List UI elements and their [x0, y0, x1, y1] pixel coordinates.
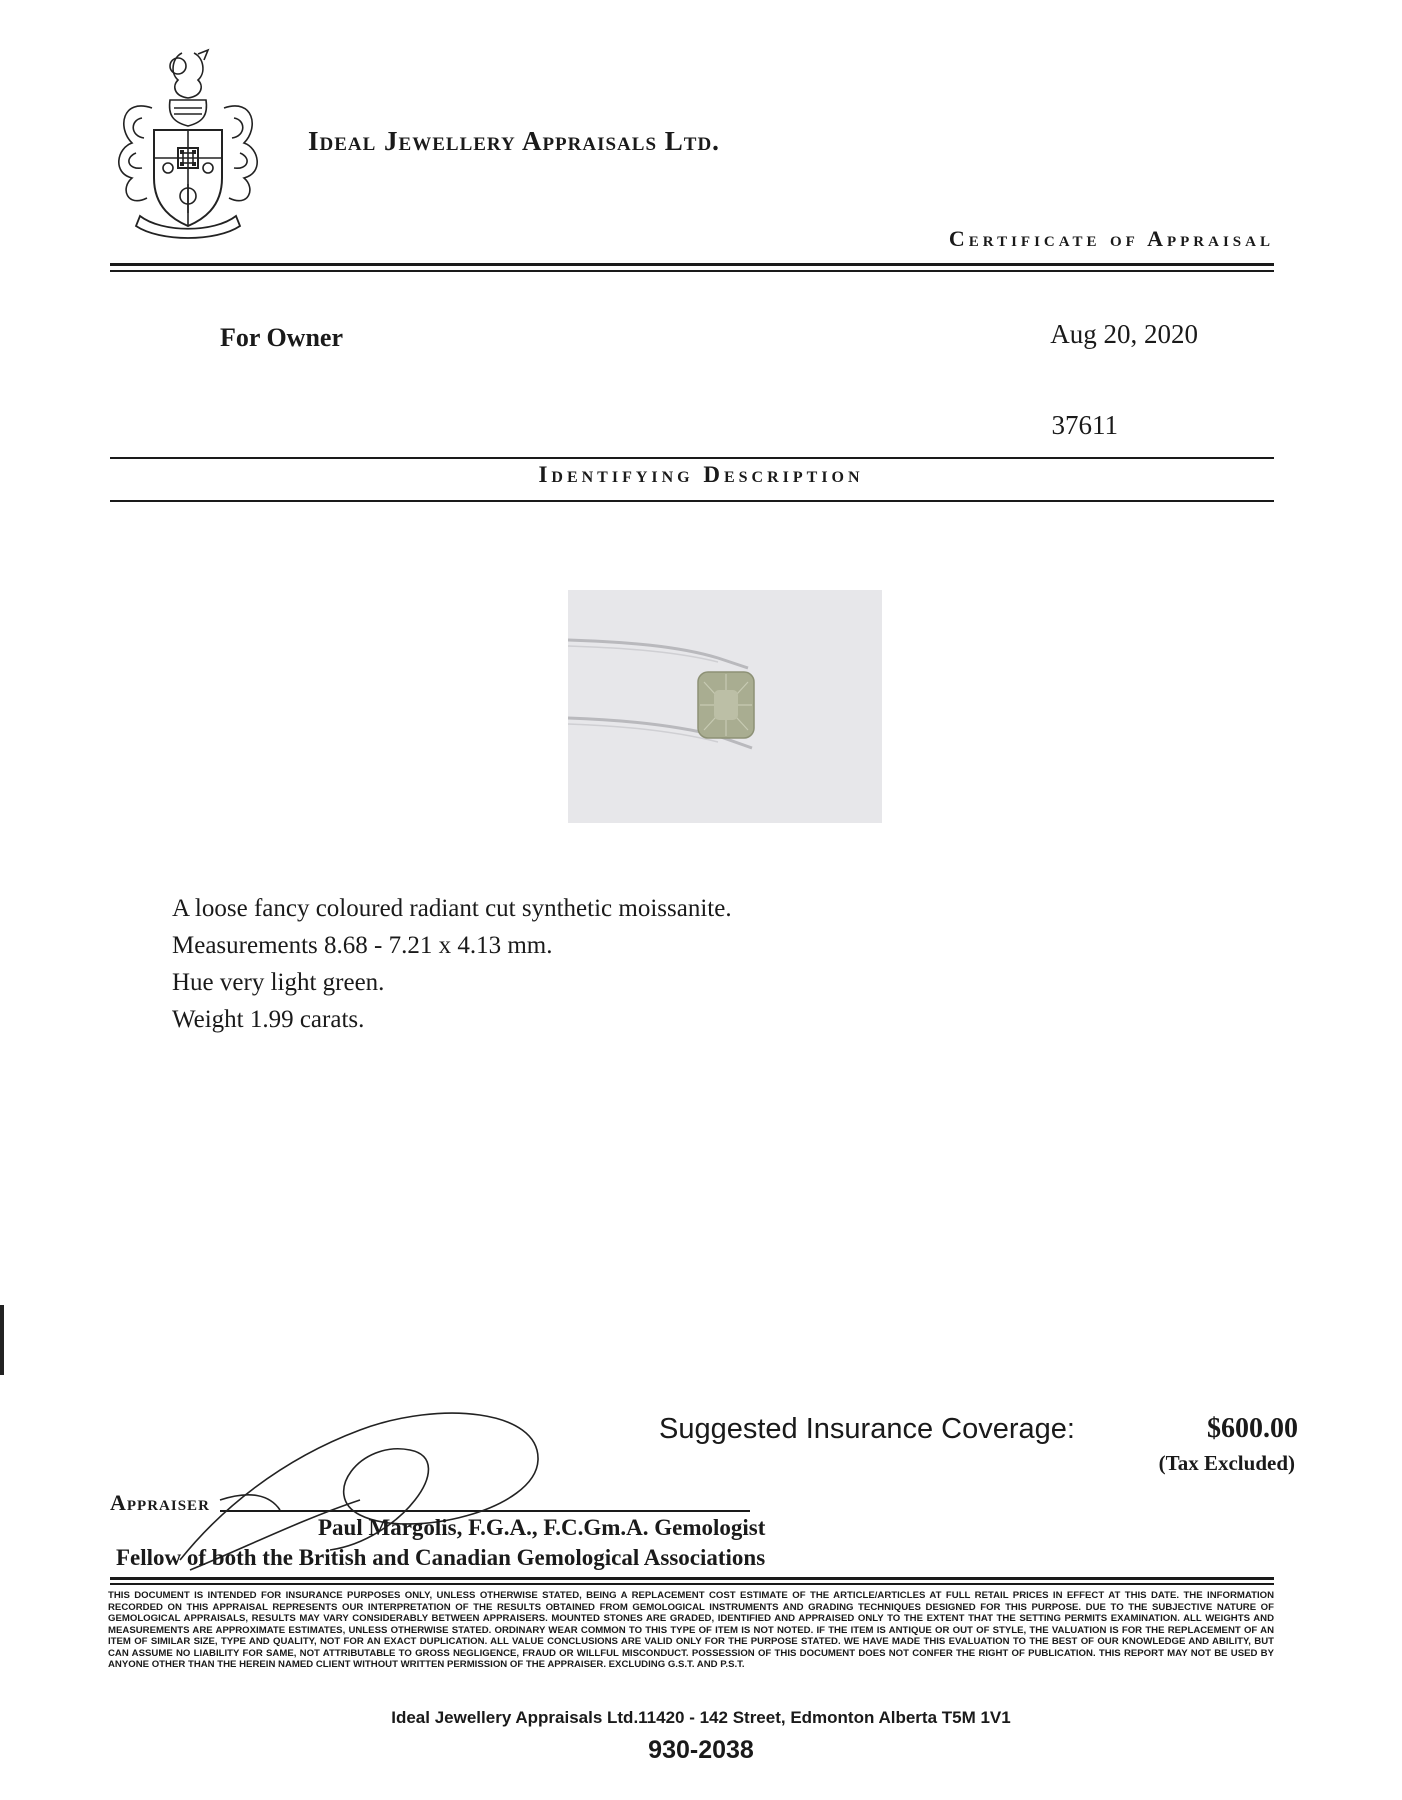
- disclaimer-divider-thin: [110, 1583, 1274, 1585]
- footer-address: Ideal Jewellery Appraisals Ltd.11420 - 142 Street, Edmonton Alberta T5M 1V1: [391, 1708, 1011, 1727]
- appraiser-fellowship: Fellow of both the British and Canadian Gemological Associations: [116, 1545, 766, 1570]
- section-divider-top: [110, 457, 1274, 459]
- appraisal-date: Aug 20, 2020: [1050, 319, 1198, 349]
- disclaimer-text: THIS DOCUMENT IS INTENDED FOR INSURANCE PURPOSES ONLY, UNLESS OTHERWISE STATED, BEING A REPLACEMENT COST ESTIMATE OF THE ARTICLE/ARTICLES AT FULL RETAIL PRICES IN EFFECT AT THIS DATE. THE INFORMATION RECORDED ON THIS APPRAISAL REPRESENTS OUR INTERPRETATION OF THE RESULTS OBTAINED FROM GEMOLOGICAL INSTRUMENTS AND GRADING TECHNIQUES DESIGNED FOR THIS PURPOSE. DUE TO THE SUBJECTIVE NATURE OF GEMOLOGICAL APPRAISALS, RESULTS MAY VARY CONSIDERABLY BETWEEN APPRAISERS. MOUNTED STONES ARE GRADED, IDENTIFIED AND APPRAISED ONLY TO THE EXTENT THAT THE SETTING PERMITS EXAMINATION. ALL WEIGHTS AND MEASUREMENTS ARE APPROXIMATE ESTIMATES, UNLESS OTHERWISE STATED. ORDINARY WEAR COMMON TO THIS TYPE OF ITEM IS NOT NOTED. IF THE ITEM IS ANTIQUE OR OUT OF STYLE, THE VALUATION IS FOR THE REPLACEMENT OF AN ITEM OF SIMILAR SIZE, TYPE AND QUALITY, NOT FOR AN EXACT DUPLICATION. ALL VALUE CONCLUSIONS ARE VALID ONLY FOR THE PURPOSE STATED. WE HAVE MADE THIS EVALUATION TO THE BEST OF OUR KNOWLEDGE AND ABILITY, BUT CAN ASSUME NO LIABILITY FOR SAME, NOT ATTRIBUTABLE TO GROSS NEGLIGENCE, FRAUD OR WILLFUL MISCONDUCT. POSSESSION OF THIS DOCUMENT DOES NOT CONFER THE RIGHT OF PUBLICATION. THIS REPORT MAY NOT BE USED BY ANYONE OTHER THAN THE HEREIN NAMED CLIENT WITHOUT WRITTEN PERMISSION OF THE APPRAISER. EXCLUDING G.S.T. AND P.S.T.: [108, 1590, 1274, 1670]
- header-divider-thin: [110, 270, 1274, 272]
- description-line: Hue very light green.: [172, 969, 385, 996]
- owner-label: For Owner: [220, 323, 343, 352]
- section-title: Identifying Description: [538, 462, 864, 487]
- gemstone-photo: [568, 590, 882, 823]
- company-name: Ideal Jewellery Appraisals Ltd.: [308, 126, 720, 156]
- disclaimer-divider-thick: [110, 1577, 1274, 1580]
- section-divider-bottom: [110, 500, 1274, 502]
- description-line: Measurements 8.68 - 7.21 x 4.13 mm.: [172, 932, 553, 959]
- coverage-label: Suggested Insurance Coverage:: [659, 1413, 1075, 1445]
- coverage-amount: $600.00: [1207, 1413, 1298, 1444]
- header-divider-thick: [110, 263, 1274, 266]
- tax-note: (Tax Excluded): [1158, 1451, 1295, 1475]
- certificate-title: Certificate of Appraisal: [948, 226, 1274, 251]
- description-line: A loose fancy coloured radiant cut synthetic moissanite.: [172, 895, 732, 922]
- scan-edge-mark: [0, 1305, 4, 1375]
- description-line: Weight 1.99 carats.: [172, 1006, 365, 1033]
- appraiser-name: Paul Margolis, F.G.A., F.C.Gm.A. Gemologist: [318, 1515, 766, 1540]
- coat-of-arms-icon: [112, 48, 264, 243]
- reference-number: 37611: [1051, 410, 1118, 440]
- item-description: [172, 890, 732, 1038]
- appraiser-label: Appraiser: [110, 1490, 210, 1515]
- footer-phone: 930-2038: [648, 1736, 754, 1764]
